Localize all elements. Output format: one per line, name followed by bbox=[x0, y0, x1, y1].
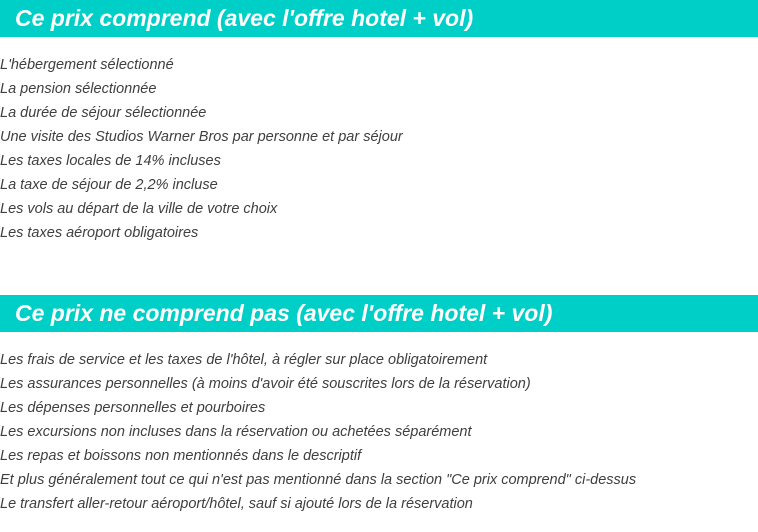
included-item: Les taxes aéroport obligatoires bbox=[0, 225, 199, 241]
excluded-item: Le transfert aller-retour aéroport/hôtel, sauf si ajouté lors de la réservation bbox=[0, 496, 473, 512]
included-section-title: Ce prix comprend (avec l'offre hotel + vol) bbox=[15, 5, 474, 31]
excluded-item: Les frais de service et les taxes de l'hôtel, à régler sur place obligatoirement bbox=[0, 352, 488, 368]
excluded-item: Les excursions non incluses dans la réservation ou achetées séparément bbox=[0, 424, 472, 440]
included-item: La taxe de séjour de 2,2% incluse bbox=[0, 177, 218, 193]
included-item: Les vols au départ de la ville de votre choix bbox=[0, 201, 278, 217]
included-item: Les taxes locales de 14% incluses bbox=[0, 153, 221, 169]
included-item: Une visite des Studios Warner Bros par personne et par séjour bbox=[0, 129, 403, 145]
excluded-section-title: Ce prix ne comprend pas (avec l'offre hotel + vol) bbox=[15, 300, 553, 326]
excluded-section-header bbox=[0, 295, 758, 332]
excluded-item: Et plus généralement tout ce qui n'est pas mentionné dans la section "Ce prix comprend" ci-dessus bbox=[0, 472, 637, 488]
included-section-header bbox=[0, 0, 758, 37]
excluded-item: Les dépenses personnelles et pourboires bbox=[0, 400, 266, 416]
excluded-item: Les assurances personnelles (à moins d'avoir été souscrites lors de la réservation) bbox=[0, 376, 531, 392]
included-item: L'hébergement sélectionné bbox=[0, 57, 174, 73]
included-item: La pension sélectionnée bbox=[0, 81, 157, 97]
included-items-list bbox=[0, 53, 403, 245]
excluded-items-list bbox=[0, 348, 636, 516]
included-item: La durée de séjour sélectionnée bbox=[0, 105, 207, 121]
excluded-item: Les repas et boissons non mentionnés dans le descriptif bbox=[0, 448, 362, 464]
